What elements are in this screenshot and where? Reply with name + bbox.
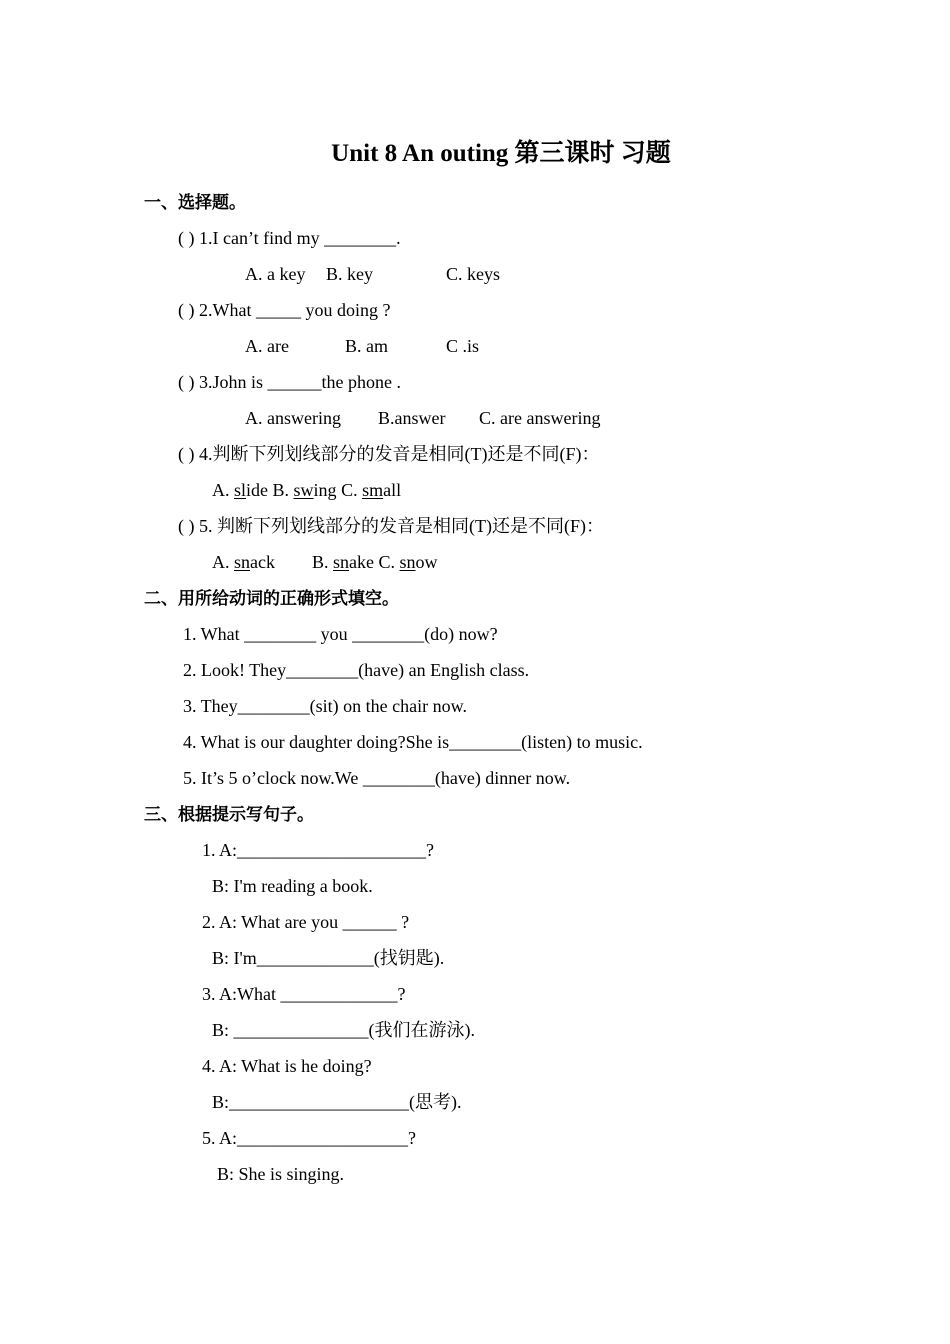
q5-options: [0, 550, 950, 574]
dialog-5-b: B: She is singing.: [217, 1164, 345, 1184]
dialog-4-b: B:____________________(思考).: [212, 1092, 462, 1112]
q2-options: [0, 334, 950, 358]
fill-item-4: 4. What is our daughter doing?She is________(listen) to music.: [183, 732, 643, 752]
q3-option-a: A. answering: [245, 408, 341, 428]
q2-option-c: C .is: [446, 336, 480, 356]
q5-c-underlined: sn: [399, 552, 416, 572]
q5-c-prefix: C.: [378, 552, 400, 572]
q5-option-a: [212, 550, 275, 574]
q3-option-c: C. are answering: [479, 408, 601, 428]
section2-heading: 二、用所给动词的正确形式填空。: [144, 589, 399, 609]
q1-options: [0, 262, 950, 286]
q5-option-bc: [312, 550, 438, 574]
q5-c-suffix: ow: [415, 552, 438, 572]
fill-item-1: 1. What ________ you ________(do) now?: [183, 624, 498, 644]
q5-b-suffix: ake: [349, 552, 375, 572]
q4-c-prefix: C.: [341, 480, 363, 500]
q5-b-prefix: B.: [312, 552, 334, 572]
fill-item-5: 5. It’s 5 o’clock now.We ________(have) dinner now.: [183, 768, 571, 788]
fill-item-3: 3. They________(sit) on the chair now.: [183, 696, 467, 716]
q4-b-suffix: ing: [313, 480, 337, 500]
section1-heading: 一、选择题。: [144, 193, 246, 213]
q4-options: [212, 478, 401, 502]
dialog-5-a: 5. A:___________________?: [202, 1128, 416, 1148]
q4-option-b: [273, 480, 337, 500]
dialog-4-a: 4. A: What is he doing?: [202, 1056, 372, 1076]
q5-b-underlined: sn: [333, 552, 350, 572]
q3-options: [0, 406, 950, 430]
page-title: Unit 8 An outing 第三课时 习题: [331, 140, 671, 167]
q1-option-b: B. key: [326, 264, 373, 284]
dialog-3-b: B: _______________(我们在游泳).: [212, 1020, 475, 1040]
q4-a-suffix: ide: [246, 480, 269, 500]
q5-stem: ( ) 5. 判断下列划线部分的发音是相同(T)还是不同(F)：: [178, 516, 604, 536]
q2-option-b: B. am: [345, 336, 388, 356]
q4-option-a: [212, 480, 268, 500]
dialog-1-a: 1. A:_____________________?: [202, 840, 434, 860]
q4-c-suffix: all: [383, 480, 402, 500]
q4-option-c: [341, 480, 401, 500]
dialog-3-a: 3. A:What _____________?: [202, 984, 406, 1004]
fill-item-2: 2. Look! They________(have) an English class.: [183, 660, 530, 680]
q3-option-b: B.answer: [378, 408, 446, 428]
q4-c-underlined: sm: [362, 480, 384, 500]
q1-stem: ( ) 1.I can’t find my ________.: [178, 228, 401, 248]
dialog-2-b: B: I'm_____________(找钥匙).: [212, 948, 445, 968]
q4-b-underlined: sw: [293, 480, 314, 500]
q3-stem: ( ) 3.John is ______the phone .: [178, 372, 401, 392]
q2-option-a: A. are: [245, 336, 289, 356]
q5-a-prefix: A.: [212, 552, 234, 572]
q4-b-prefix: B.: [272, 480, 294, 500]
dialog-1-b: B: I'm reading a book.: [212, 876, 373, 896]
q4-a-prefix: A.: [212, 480, 234, 500]
q1-option-c: C. keys: [446, 264, 500, 284]
q4-stem: ( ) 4.判断下列划线部分的发音是相同(T)还是不同(F)：: [178, 444, 600, 464]
section3-heading: 三、根据提示写句子。: [144, 805, 314, 825]
dialog-2-a: 2. A: What are you ______ ?: [202, 912, 410, 932]
q4-a-underlined: sl: [234, 480, 247, 500]
q5-a-underlined: sn: [234, 552, 251, 572]
q1-option-a: A. a key: [245, 264, 306, 284]
q5-a-suffix: ack: [250, 552, 275, 572]
q2-stem: ( ) 2.What _____ you doing ?: [178, 300, 391, 320]
